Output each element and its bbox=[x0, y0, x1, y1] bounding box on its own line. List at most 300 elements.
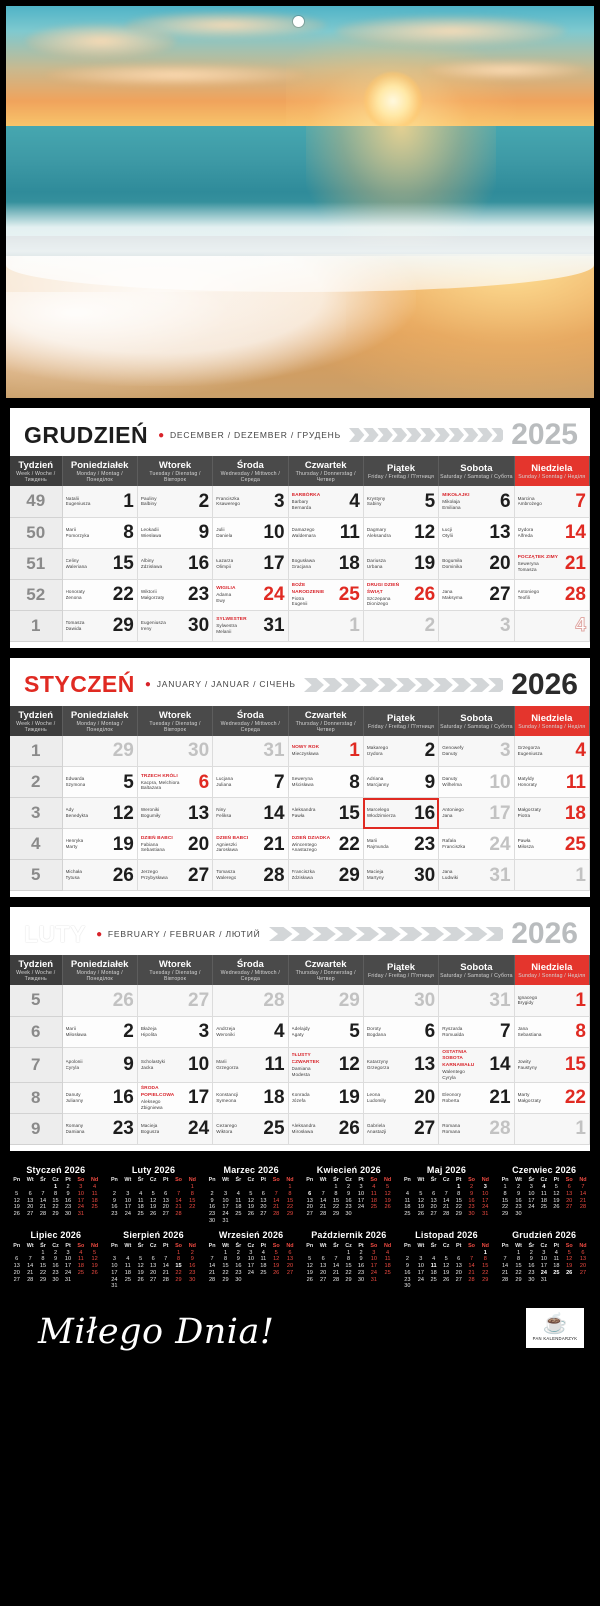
mini-week-row bbox=[401, 1249, 493, 1256]
mini-dow: Pn bbox=[13, 1242, 21, 1249]
mini-dow: Wt bbox=[26, 1242, 34, 1249]
header-day-7: Niedziela Sunday / Sonntag / Неділя bbox=[514, 955, 589, 985]
day-cell[interactable] bbox=[514, 1016, 589, 1047]
week-number: 3 bbox=[10, 798, 62, 829]
mini-week-row bbox=[108, 1270, 200, 1277]
nameday-names: Danuty Julianny bbox=[65, 1092, 84, 1103]
day-number: 25 bbox=[263, 1118, 285, 1140]
day-cell[interactable] bbox=[288, 1113, 363, 1144]
nameday-names: Franciszka Ksawerego bbox=[216, 495, 241, 507]
mini-day bbox=[381, 1211, 395, 1218]
day-number: 29 bbox=[338, 864, 360, 886]
mini-day: 7 bbox=[41, 1190, 45, 1197]
month-name: STYCZEŃ bbox=[24, 671, 135, 697]
mini-dow: Pt bbox=[358, 1242, 364, 1249]
mini-day: 28 bbox=[208, 1276, 216, 1283]
mini-dow: Cz bbox=[540, 1177, 548, 1184]
nameday-names: Marcina Ambrożego bbox=[517, 495, 542, 507]
mini-day: 16 bbox=[189, 1263, 196, 1270]
mini-dow: Cz bbox=[52, 1177, 59, 1184]
day-number: 21 bbox=[564, 553, 586, 574]
mini-day: 20 bbox=[150, 1269, 157, 1276]
day-cell[interactable] bbox=[137, 985, 212, 1016]
month-name: LUTY bbox=[24, 920, 87, 947]
day-cell[interactable] bbox=[62, 829, 137, 860]
mini-day bbox=[205, 1184, 218, 1191]
mini-day: 15 bbox=[175, 1263, 182, 1270]
day-cell[interactable] bbox=[137, 486, 212, 517]
day-cell[interactable] bbox=[213, 517, 288, 548]
mini-day: 11 bbox=[137, 1197, 144, 1204]
day-cell[interactable] bbox=[62, 798, 137, 829]
day-cell[interactable] bbox=[213, 610, 288, 641]
day-cell[interactable] bbox=[363, 1082, 438, 1113]
day-cell[interactable] bbox=[514, 798, 589, 829]
day-cell[interactable] bbox=[62, 1016, 137, 1047]
day-cell[interactable] bbox=[288, 829, 363, 860]
day-cell[interactable] bbox=[514, 610, 589, 641]
day-number: 4 bbox=[575, 615, 586, 636]
day-cell[interactable] bbox=[213, 736, 288, 767]
mini-day: 21 bbox=[175, 1204, 182, 1211]
nameday-names: POCZĄTEK ZIMY Seweryna Tomasza bbox=[517, 555, 559, 572]
day-cell[interactable] bbox=[288, 767, 363, 798]
header-day-6: Sobota Saturday / Samstag / Субота bbox=[439, 706, 514, 736]
mini-day: 9 bbox=[346, 1190, 351, 1197]
day-cell[interactable] bbox=[137, 1047, 212, 1082]
mini-day: 1 bbox=[483, 1249, 487, 1256]
nameday-names: Antoniego Jana bbox=[442, 807, 464, 818]
mini-day: 29 bbox=[286, 1211, 294, 1218]
mini-day: 8 bbox=[334, 1190, 338, 1197]
nameday-names: DZIEŃ BABCI Agnieszki Jarosława bbox=[216, 835, 249, 853]
mini-day bbox=[121, 1249, 134, 1256]
mini-day: 31 bbox=[64, 1276, 72, 1283]
mini-day bbox=[257, 1276, 269, 1283]
day-cell[interactable] bbox=[62, 736, 137, 767]
day-cell[interactable] bbox=[363, 1016, 438, 1047]
header-day-3: Środa Wednesday / Mittwoch / Середа bbox=[213, 955, 288, 985]
mini-day: 27 bbox=[260, 1211, 267, 1218]
sun-icon bbox=[364, 72, 422, 130]
mini-day: 7 bbox=[469, 1256, 474, 1263]
mini-day: 22 bbox=[501, 1204, 509, 1211]
mini-day: 6 bbox=[28, 1190, 32, 1197]
day-cell[interactable] bbox=[137, 767, 212, 798]
mini-day bbox=[269, 1276, 282, 1283]
nameday-names: Cezarego Wiktora bbox=[216, 1123, 237, 1134]
day-cell[interactable] bbox=[363, 829, 438, 860]
mini-day: 6 bbox=[581, 1249, 585, 1256]
day-number: 31 bbox=[489, 989, 511, 1011]
mini-day: 23 bbox=[111, 1211, 118, 1218]
day-cell[interactable] bbox=[213, 1016, 288, 1047]
day-cell[interactable] bbox=[288, 517, 363, 548]
mini-day: 23 bbox=[468, 1204, 475, 1211]
week-row bbox=[10, 798, 590, 829]
day-cell[interactable] bbox=[514, 767, 589, 798]
day-cell[interactable] bbox=[137, 798, 212, 829]
mini-dow: Śr bbox=[333, 1177, 339, 1184]
day-cell[interactable] bbox=[439, 798, 514, 829]
hero-photo bbox=[6, 6, 594, 398]
mini-dow: Nd bbox=[384, 1177, 392, 1184]
day-cell[interactable] bbox=[213, 829, 288, 860]
mini-week-row bbox=[108, 1184, 200, 1191]
mini-day bbox=[205, 1249, 218, 1256]
day-cell[interactable] bbox=[439, 860, 514, 891]
mini-day: 12 bbox=[306, 1263, 313, 1270]
day-number: 15 bbox=[338, 802, 360, 824]
day-cell[interactable] bbox=[514, 736, 589, 767]
mini-day: 10 bbox=[528, 1190, 535, 1197]
day-cell[interactable] bbox=[62, 548, 137, 579]
mini-day: 18 bbox=[384, 1263, 391, 1270]
day-cell[interactable] bbox=[514, 579, 589, 610]
day-cell[interactable] bbox=[213, 767, 288, 798]
day-number: 10 bbox=[489, 771, 511, 793]
day-cell[interactable] bbox=[62, 985, 137, 1016]
day-cell[interactable] bbox=[439, 579, 514, 610]
day-cell[interactable] bbox=[137, 829, 212, 860]
day-cell[interactable] bbox=[62, 1082, 137, 1113]
day-cell[interactable] bbox=[363, 610, 438, 641]
day-cell[interactable] bbox=[288, 1082, 363, 1113]
day-cell[interactable] bbox=[288, 736, 363, 767]
mini-day: 5 bbox=[567, 1249, 571, 1256]
day-cell[interactable] bbox=[288, 579, 363, 610]
day-cell[interactable] bbox=[213, 548, 288, 579]
mini-day: 13 bbox=[306, 1197, 313, 1204]
day-cell[interactable] bbox=[363, 860, 438, 891]
day-cell[interactable] bbox=[514, 1047, 589, 1082]
mini-day: 27 bbox=[579, 1269, 587, 1276]
day-cell[interactable] bbox=[439, 548, 514, 579]
mini-day: 19 bbox=[417, 1204, 424, 1211]
day-cell[interactable] bbox=[213, 486, 288, 517]
day-number: 21 bbox=[263, 833, 285, 855]
mini-day bbox=[355, 1211, 367, 1218]
nameday-names: Tomasza Dawida bbox=[65, 619, 85, 631]
mini-day bbox=[453, 1249, 465, 1256]
day-cell[interactable] bbox=[213, 985, 288, 1016]
day-cell[interactable] bbox=[439, 829, 514, 860]
day-cell[interactable] bbox=[363, 798, 438, 829]
day-cell[interactable] bbox=[288, 1047, 363, 1082]
mini-day: 7 bbox=[274, 1190, 278, 1197]
mini-dow: Wt bbox=[124, 1242, 132, 1249]
mini-dow: Śr bbox=[40, 1177, 46, 1184]
mini-day: 5 bbox=[93, 1249, 97, 1256]
nameday-names: TRZECH KRÓLI Kacpra, Melchiora Baltazara bbox=[140, 773, 180, 791]
mini-dow: Pn bbox=[501, 1242, 509, 1249]
day-cell[interactable] bbox=[62, 610, 137, 641]
mini-day: 24 bbox=[111, 1276, 118, 1283]
mini-day bbox=[465, 1283, 478, 1290]
day-cell[interactable] bbox=[137, 1082, 212, 1113]
day-cell[interactable] bbox=[363, 579, 438, 610]
nameday-names: Genowefy Danuty bbox=[442, 745, 464, 756]
day-cell[interactable] bbox=[363, 548, 438, 579]
mini-day bbox=[244, 1184, 257, 1191]
mini-day: 2 bbox=[516, 1184, 521, 1191]
mini-day: 2 bbox=[529, 1249, 533, 1256]
day-cell[interactable] bbox=[137, 517, 212, 548]
mini-day: 6 bbox=[151, 1256, 155, 1263]
day-cell[interactable] bbox=[363, 1113, 438, 1144]
mini-day: 9 bbox=[236, 1256, 240, 1263]
mini-day: 4 bbox=[126, 1256, 130, 1263]
mini-day: 1 bbox=[41, 1249, 45, 1256]
day-cell[interactable] bbox=[363, 736, 438, 767]
mini-day: 20 bbox=[320, 1269, 327, 1276]
nameday-names: Ignacego Brygidy bbox=[517, 994, 538, 1006]
mini-day: 29 bbox=[455, 1211, 462, 1218]
nameday-names: Romana Romana bbox=[442, 1123, 461, 1134]
mini-week-row bbox=[498, 1270, 590, 1277]
day-cell[interactable] bbox=[439, 1016, 514, 1047]
week-number: 7 bbox=[10, 1047, 62, 1082]
mini-day: 29 bbox=[175, 1276, 182, 1283]
mini-day: 7 bbox=[581, 1184, 585, 1191]
mini-dow: Cz bbox=[442, 1177, 450, 1184]
day-number: 27 bbox=[414, 1118, 436, 1140]
day-cell[interactable] bbox=[137, 1016, 212, 1047]
day-cell[interactable] bbox=[439, 610, 514, 641]
day-cell[interactable] bbox=[62, 579, 137, 610]
day-number: 2 bbox=[424, 740, 436, 762]
mini-day: 30 bbox=[189, 1276, 196, 1283]
mini-day: 13 bbox=[320, 1263, 327, 1270]
day-number: 13 bbox=[489, 522, 511, 543]
day-cell[interactable] bbox=[288, 486, 363, 517]
mini-day: 17 bbox=[357, 1197, 365, 1204]
mini-day: 17 bbox=[124, 1204, 131, 1211]
day-cell[interactable] bbox=[288, 610, 363, 641]
day-cell[interactable] bbox=[439, 486, 514, 517]
mini-week-row bbox=[205, 1197, 297, 1204]
day-cell[interactable] bbox=[439, 1082, 514, 1113]
day-cell[interactable] bbox=[62, 517, 137, 548]
mini-day: 6 bbox=[288, 1249, 292, 1256]
day-cell[interactable] bbox=[288, 798, 363, 829]
arrow-decoration-icon bbox=[304, 676, 503, 694]
day-cell[interactable] bbox=[363, 767, 438, 798]
mini-dow: So bbox=[370, 1177, 378, 1184]
day-cell[interactable] bbox=[363, 517, 438, 548]
nameday-names: Celiny Waleriana bbox=[65, 557, 87, 569]
day-cell[interactable] bbox=[213, 1113, 288, 1144]
mini-day: 19 bbox=[443, 1269, 450, 1276]
day-cell[interactable] bbox=[363, 486, 438, 517]
day-cell[interactable] bbox=[439, 517, 514, 548]
mini-day bbox=[550, 1211, 562, 1218]
day-cell[interactable] bbox=[137, 736, 212, 767]
mini-day bbox=[303, 1249, 316, 1256]
day-cell[interactable] bbox=[514, 548, 589, 579]
day-cell[interactable] bbox=[439, 1047, 514, 1082]
day-number: 14 bbox=[489, 1054, 511, 1076]
mini-day: 20 bbox=[455, 1269, 462, 1276]
mini-day: 13 bbox=[455, 1263, 462, 1270]
nameday-names: Leokadii Wiesława bbox=[140, 526, 162, 538]
mini-day: 6 bbox=[567, 1184, 571, 1191]
mini-day: 28 bbox=[175, 1211, 182, 1218]
mini-day: 23 bbox=[52, 1269, 59, 1276]
mini-day: 31 bbox=[222, 1218, 229, 1224]
nameday-names: Weroniki Bogumiły bbox=[140, 807, 161, 818]
mini-day: 28 bbox=[162, 1276, 169, 1283]
day-number: 23 bbox=[414, 833, 436, 855]
header-week: Tydzień Week / Woche / Тиждень bbox=[10, 955, 62, 985]
mini-dow: Pn bbox=[208, 1177, 216, 1184]
day-cell[interactable] bbox=[213, 1082, 288, 1113]
mini-day: 20 bbox=[306, 1204, 313, 1211]
mini-day: 24 bbox=[528, 1204, 535, 1211]
day-cell[interactable] bbox=[137, 610, 212, 641]
header-day-3: Środa Wednesday / Mittwoch / Середа bbox=[213, 456, 288, 486]
mini-day: 11 bbox=[553, 1256, 560, 1263]
mini-day: 21 bbox=[27, 1269, 34, 1276]
mini-dow: So bbox=[468, 1242, 475, 1249]
day-cell[interactable] bbox=[363, 1047, 438, 1082]
nameday-names: Marty Małgorzaty bbox=[517, 1092, 542, 1103]
mini-day: 3 bbox=[126, 1190, 130, 1197]
week-number: 1 bbox=[10, 610, 62, 641]
mini-day: 14 bbox=[162, 1263, 169, 1270]
day-cell[interactable] bbox=[514, 1082, 589, 1113]
mini-day: 16 bbox=[345, 1197, 352, 1204]
mini-day: 25 bbox=[430, 1276, 437, 1283]
mini-dow: Nd bbox=[91, 1242, 99, 1249]
mini-day: 14 bbox=[443, 1197, 450, 1204]
mini-month-title: Grudzień 2026 bbox=[512, 1230, 577, 1241]
mini-day: 26 bbox=[566, 1269, 573, 1276]
day-cell[interactable] bbox=[213, 1047, 288, 1082]
mini-week-row bbox=[303, 1204, 395, 1211]
mini-day bbox=[147, 1184, 160, 1191]
mini-day: 5 bbox=[15, 1190, 19, 1197]
mini-dow: Pt bbox=[456, 1242, 462, 1249]
day-number: 5 bbox=[424, 490, 436, 512]
mini-day: 30 bbox=[357, 1276, 365, 1283]
day-cell[interactable] bbox=[288, 985, 363, 1016]
day-cell[interactable] bbox=[288, 860, 363, 891]
day-cell[interactable] bbox=[288, 548, 363, 579]
mini-day: 7 bbox=[321, 1190, 325, 1197]
nameday-names: Eugeniusza Ireny bbox=[140, 619, 166, 631]
mini-day: 30 bbox=[345, 1211, 352, 1218]
day-cell[interactable] bbox=[213, 860, 288, 891]
mini-day: 12 bbox=[137, 1263, 144, 1270]
day-cell[interactable] bbox=[363, 985, 438, 1016]
mini-day: 30 bbox=[515, 1211, 522, 1218]
day-cell[interactable] bbox=[62, 860, 137, 891]
day-cell[interactable] bbox=[439, 767, 514, 798]
mini-day: 6 bbox=[432, 1190, 436, 1197]
day-cell[interactable] bbox=[137, 548, 212, 579]
day-cell[interactable] bbox=[514, 486, 589, 517]
day-cell[interactable] bbox=[439, 985, 514, 1016]
day-cell[interactable] bbox=[439, 736, 514, 767]
mini-dow: Pn bbox=[110, 1177, 118, 1184]
mini-day: 16 bbox=[515, 1197, 522, 1204]
day-cell[interactable] bbox=[213, 798, 288, 829]
mini-day: 24 bbox=[222, 1211, 229, 1218]
mini-week-row bbox=[10, 1184, 102, 1191]
day-cell[interactable] bbox=[514, 1113, 589, 1144]
mini-month-grid bbox=[303, 1177, 395, 1218]
day-cell[interactable] bbox=[62, 1047, 137, 1082]
mini-day: 25 bbox=[77, 1269, 84, 1276]
mini-day: 29 bbox=[39, 1276, 47, 1283]
mini-day: 25 bbox=[260, 1269, 267, 1276]
mini-week-row bbox=[108, 1263, 200, 1270]
mini-day: 3 bbox=[66, 1249, 70, 1256]
nameday-names: Ady Benedykta bbox=[65, 807, 89, 818]
day-number: 29 bbox=[338, 989, 360, 1011]
day-cell[interactable] bbox=[62, 1113, 137, 1144]
header-week: Tydzień Week / Woche / Тиждень bbox=[10, 456, 62, 486]
day-number: 5 bbox=[123, 771, 134, 793]
mini-dow: Nd bbox=[481, 1242, 489, 1249]
day-number: 22 bbox=[564, 1087, 586, 1109]
mini-month bbox=[108, 1165, 200, 1224]
mini-day bbox=[160, 1249, 172, 1256]
day-cell[interactable] bbox=[288, 1016, 363, 1047]
day-cell[interactable] bbox=[62, 767, 137, 798]
day-number: 1 bbox=[575, 864, 586, 886]
mini-day: 11 bbox=[260, 1256, 267, 1263]
mini-day: 12 bbox=[566, 1256, 573, 1263]
mini-day: 9 bbox=[469, 1190, 474, 1197]
mini-day: 19 bbox=[553, 1197, 560, 1204]
mini-dow: Nd bbox=[384, 1242, 392, 1249]
cloud-icon bbox=[336, 16, 566, 46]
day-cell[interactable] bbox=[514, 829, 589, 860]
day-cell[interactable] bbox=[439, 1113, 514, 1144]
nameday-names: WIGILIA Adama Ewy bbox=[216, 586, 236, 603]
mini-day: 4 bbox=[554, 1249, 558, 1256]
mini-day: 10 bbox=[370, 1256, 377, 1263]
day-cell[interactable] bbox=[137, 1113, 212, 1144]
mini-day: 5 bbox=[444, 1256, 448, 1263]
year-label: 2026 bbox=[511, 917, 578, 950]
day-number: 28 bbox=[489, 1118, 511, 1140]
day-cell[interactable] bbox=[514, 985, 589, 1016]
mini-month-grid bbox=[303, 1242, 395, 1283]
day-cell[interactable] bbox=[137, 860, 212, 891]
mini-month-title: Styczeń 2026 bbox=[26, 1164, 86, 1175]
mini-day: 3 bbox=[249, 1249, 253, 1256]
day-cell[interactable] bbox=[213, 579, 288, 610]
day-number: 12 bbox=[112, 802, 134, 824]
mini-day: 21 bbox=[39, 1204, 47, 1211]
mini-day: 29 bbox=[515, 1276, 522, 1283]
nameday-names: Franciszka Zdzisława bbox=[291, 869, 315, 880]
day-number: 23 bbox=[112, 1118, 134, 1140]
mini-day: 19 bbox=[306, 1269, 313, 1276]
mini-day: 26 bbox=[417, 1211, 424, 1218]
mini-day: 15 bbox=[52, 1197, 59, 1204]
day-cell[interactable] bbox=[62, 486, 137, 517]
mini-week-row bbox=[303, 1263, 395, 1270]
mini-dow: So bbox=[565, 1177, 573, 1184]
day-cell[interactable] bbox=[514, 860, 589, 891]
day-cell[interactable] bbox=[514, 517, 589, 548]
day-cell[interactable] bbox=[137, 579, 212, 610]
mini-day: 2 bbox=[190, 1249, 194, 1256]
